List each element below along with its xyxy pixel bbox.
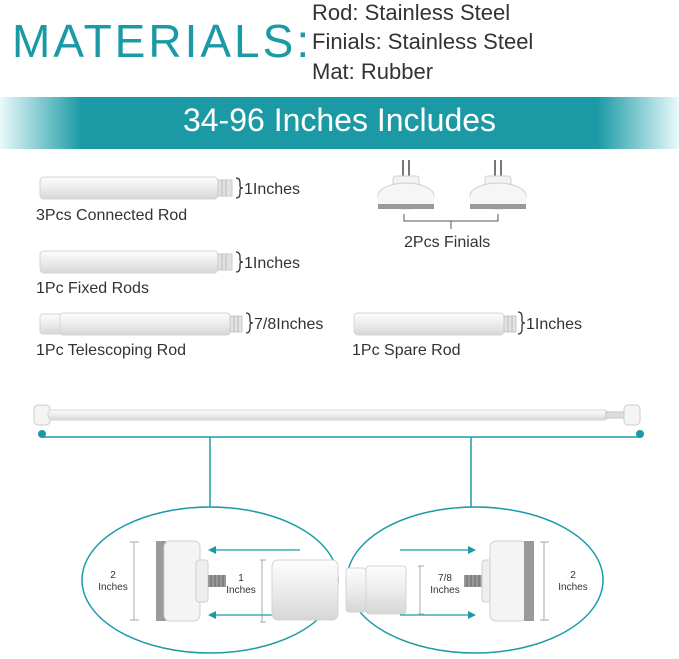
detail-right-inner-value: 7/8: [438, 573, 452, 584]
detail-left-inner-unit: Inches: [226, 585, 256, 596]
detail-left-rod-icon: [272, 560, 338, 620]
spare-rod-icon: [354, 312, 525, 335]
detail-right-outer-value: 2: [570, 570, 576, 581]
detail-left-outer-size: [90, 570, 136, 594]
finial-right-icon: [470, 160, 526, 209]
connected-rod-size: 1Inches: [244, 181, 301, 198]
spare-rod-size: 1Inches: [526, 316, 583, 333]
detail-left-outer-unit: Inches: [98, 582, 128, 593]
telescoping-rod-size: 7/8Inches: [254, 316, 324, 333]
telescoping-rod-icon: [40, 313, 253, 335]
detail-left-outer-value: 2: [110, 570, 116, 581]
includes-banner-title: 34-96 Inches Includes: [182, 102, 497, 138]
fixed-rod-size: 1Inches: [244, 255, 301, 272]
material-mat: Mat: Rubber: [312, 59, 434, 84]
assembled-rod-icon: [34, 405, 644, 438]
connected-rod-icon: [40, 177, 243, 199]
connected-rod-label: 3Pcs Connected Rod: [36, 207, 188, 224]
materials-title: MATERIALS:: [12, 15, 313, 67]
material-rod: Rod: Stainless Steel: [312, 0, 511, 25]
finial-left-icon: [378, 160, 434, 209]
detail-left-inner-size: [218, 573, 264, 597]
telescoping-rod-label: 1Pc Telescoping Rod: [36, 342, 187, 359]
detail-right-rod-icon: [346, 566, 406, 614]
fixed-rod-icon: [40, 251, 243, 273]
spare-rod-label: 1Pc Spare Rod: [352, 342, 461, 359]
detail-left-inner-value: 1: [238, 573, 244, 584]
finials-label: 2Pcs Finials: [404, 234, 491, 251]
fixed-rod-label: 1Pc Fixed Rods: [36, 280, 149, 297]
detail-right-inner-size: [422, 573, 468, 597]
detail-right-outer-size: [550, 570, 596, 594]
detail-right-outer-unit: Inches: [558, 582, 588, 593]
detail-right-inner-unit: Inches: [430, 585, 460, 596]
material-finials: Finials: Stainless Steel: [312, 29, 534, 54]
